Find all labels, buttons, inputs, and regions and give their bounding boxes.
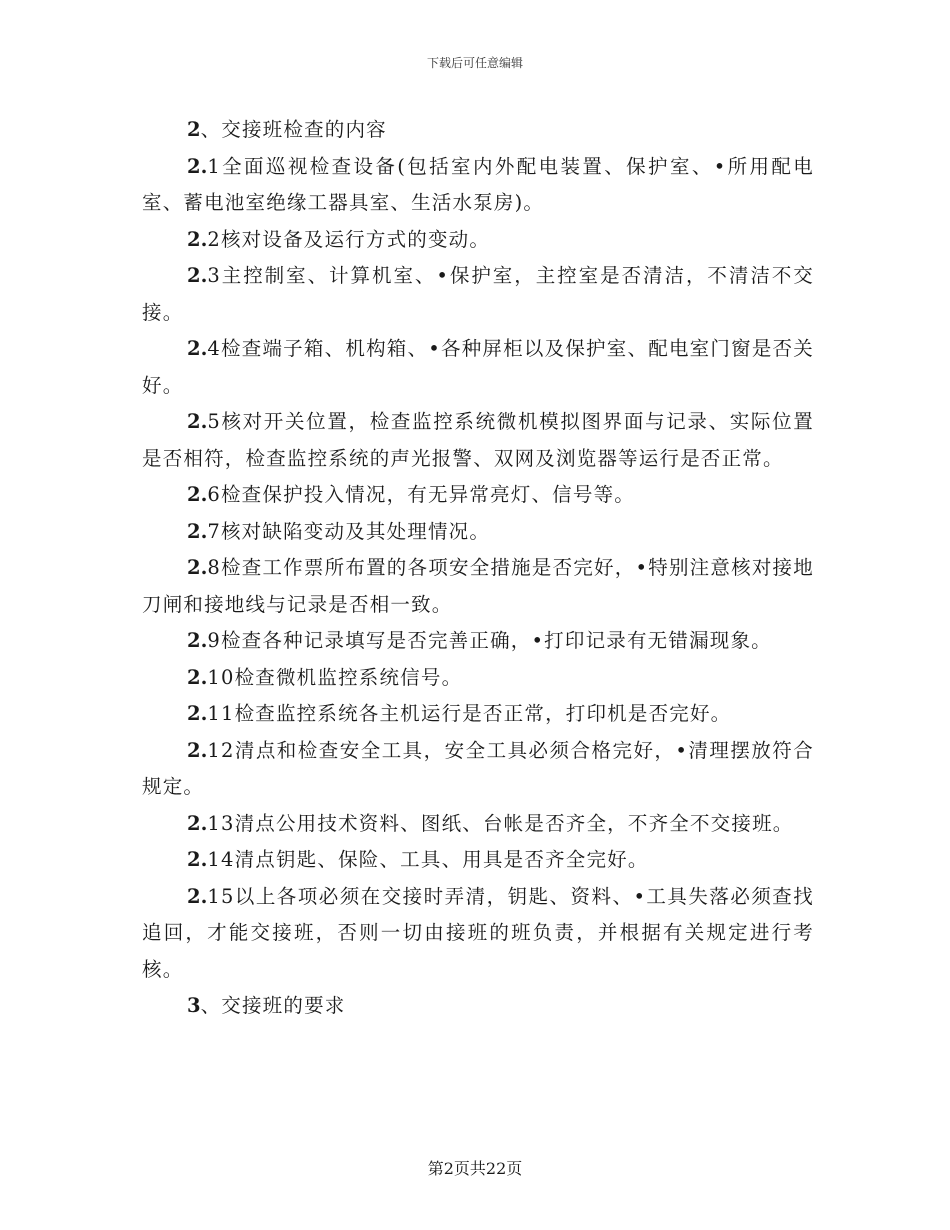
list-item (142, 623, 814, 660)
paragraph-text: 13清点公用技术资料、图纸、台帐是否齐全，不齐全不交接班。 (207, 811, 794, 835)
item-number: 2. (187, 665, 208, 689)
page-number: 第2页共22页 (427, 1159, 523, 1178)
list-item (142, 660, 814, 697)
list-item (142, 733, 814, 806)
document-body (142, 112, 814, 1025)
paragraph-text: 15以上各项必须在交接时弄清，钥匙、资料、•工具失落必须查找追回，才能交接班，否则一切由接班的班负责，并根据有关规定进行考核。 (142, 884, 814, 981)
paragraph-text: 4检查端子箱、机构箱、•各种屏柜以及保护室、配电室门窗是否关好。 (142, 337, 814, 397)
item-number: 2. (187, 629, 208, 652)
list-item (142, 404, 814, 477)
item-number: 2. (187, 410, 208, 433)
section-heading (142, 112, 814, 149)
paragraph-text: 14清点钥匙、保险、工具、用具是否齐全完好。 (207, 848, 649, 871)
section-number: 2 (187, 118, 201, 141)
paragraph-text: 、交接班的要求 (200, 994, 346, 1017)
item-number: 2. (187, 702, 208, 725)
section-number: 3 (187, 994, 201, 1017)
paragraph-text: 8检查工作票所布置的各项安全措施是否完好，•特别注意核对接地刀闸和接地线与记录是否相一致。 (142, 556, 814, 616)
paragraph-text: 7核对缺陷变动及其处理情况。 (207, 519, 491, 543)
item-number: 2. (187, 738, 208, 762)
item-number: 2. (187, 848, 208, 871)
item-number: 2. (187, 337, 208, 360)
list-item (142, 696, 814, 733)
paragraph-text: 1全面巡视检查设备(包括室内外配电装置、保护室、•所用配电室、蓄电池室绝缘工器具室、生活水泵房)。 (142, 154, 814, 214)
item-number: 2. (187, 811, 208, 835)
paragraph-text: 12清点和检查安全工具，安全工具必须合格完好，•清理摆放符合规定。 (142, 738, 814, 798)
item-number: 2. (187, 519, 208, 543)
list-item (142, 258, 814, 331)
item-number: 2. (187, 483, 208, 506)
list-item (142, 222, 814, 259)
paragraph-text: 11检查监控系统各主机运行是否正常，打印机是否完好。 (207, 702, 732, 725)
item-number: 2. (187, 154, 208, 178)
list-item (142, 477, 814, 514)
header-note: 下载后可任意编辑 (426, 56, 523, 70)
item-number: 2. (187, 227, 208, 251)
paragraph-text: 2核对设备及运行方式的变动。 (207, 227, 491, 251)
list-item (142, 550, 814, 623)
paragraph-text: 、交接班检查的内容 (200, 118, 387, 141)
list-item (142, 879, 814, 989)
item-number: 2. (187, 556, 208, 579)
paragraph-text: 6检查保护投入情况，有无异常亮灯、信号等。 (207, 483, 635, 506)
item-number: 2. (187, 264, 208, 287)
paragraph-text: 9检查各种记录填写是否完善正确，•打印记录有无错漏现象。 (207, 629, 772, 652)
paragraph-text: 3主控制室、计算机室、•保护室，主控室是否清洁，不清洁不交接。 (142, 264, 814, 324)
paragraph-text: 5核对开关位置，检查监控系统微机模拟图界面与记录、实际位置是否相符，检查监控系统的声光报警、双网及浏览器等运行是否正常。 (142, 410, 814, 470)
paragraph-text: 10检查微机监控系统信号。 (207, 665, 463, 689)
section-heading (142, 988, 814, 1025)
item-number: 2. (187, 884, 208, 908)
list-item (142, 331, 814, 404)
list-item (142, 806, 814, 843)
list-item (142, 149, 814, 222)
list-item (142, 514, 814, 551)
list-item (142, 842, 814, 879)
